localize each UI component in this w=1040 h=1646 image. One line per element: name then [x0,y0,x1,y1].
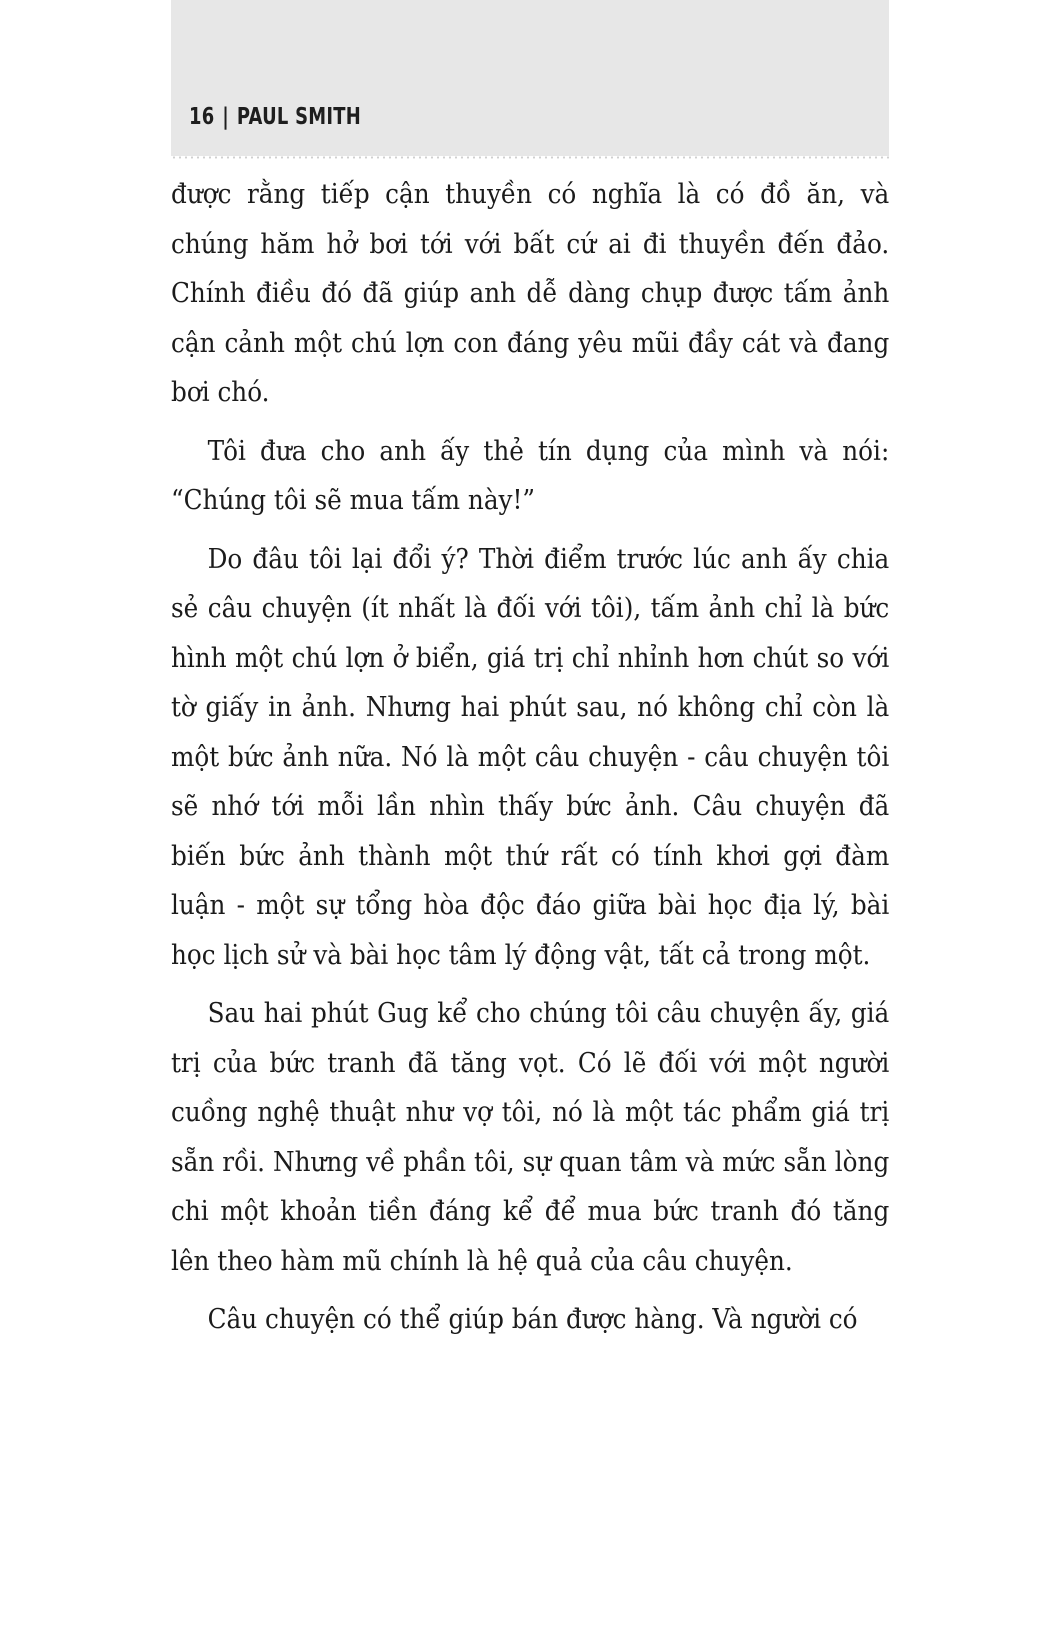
running-header-band [171,0,889,156]
paragraph: Tôi đưa cho anh ấy thẻ tín dụng của mình và nói: “Chúng tôi sẽ mua tấm này!” [171,435,890,516]
author-name: PAUL SMITH [236,104,361,130]
header-separator: | [222,104,230,130]
paragraph-continued: được rằng tiếp cận thuyền có nghĩa là có đồ ăn, và chúng hăm hở bơi tới với bất cứ ai đi thuyền đến đảo. Chính điều đó đã giúp anh dễ dàng chụp được tấm ảnh cận cảnh một chú lợn con đáng yêu mũi đầy cát và đang bơi chó. [171,179,890,408]
paragraph: Sau hai phút Gug kể cho chúng tôi câu chuyện ấy, giá trị của bức tranh đã tăng vọt. Có lẽ đối với một người cuồng nghệ thuật như vợ tôi, nó là một tác phẩm giá trị sẵn rồi. Nhưng về phần tôi, sự quan tâm và mức sẵn lòng chi một khoản tiền đáng kể để mua bức tranh đó tăng lên theo hàm mũ chính là hệ quả của câu chuyện. [171,998,890,1277]
paragraph: Câu chuyện có thể giúp bán được hàng. Và người có [207,1304,858,1335]
running-head [189,104,361,130]
paragraph: Do đâu tôi lại đổi ý? Thời điểm trước lúc anh ấy chia sẻ câu chuyện (ít nhất là đối với tôi), tấm ảnh chỉ là bức hình một chú lợn ở biển, giá trị chỉ nhỉnh hơn chút so với tờ giấy in ảnh. Nhưng hai phút sau, nó không chỉ còn là một bức ảnh nữa. Nó là một câu chuyện - câu chuyện tôi sẽ nhớ tới mỗi lần nhìn thấy bức ảnh. Câu chuyện đã biến bức ảnh thành một thứ rất có tính khơi gợi đàm luận - một sự tổng hòa độc đáo giữa bài học địa lý, bài học lịch sử và bài học tâm lý động vật, tất cả trong một. [171,543,890,971]
page-number: 16 [189,104,215,130]
page-body [171,170,889,1354]
